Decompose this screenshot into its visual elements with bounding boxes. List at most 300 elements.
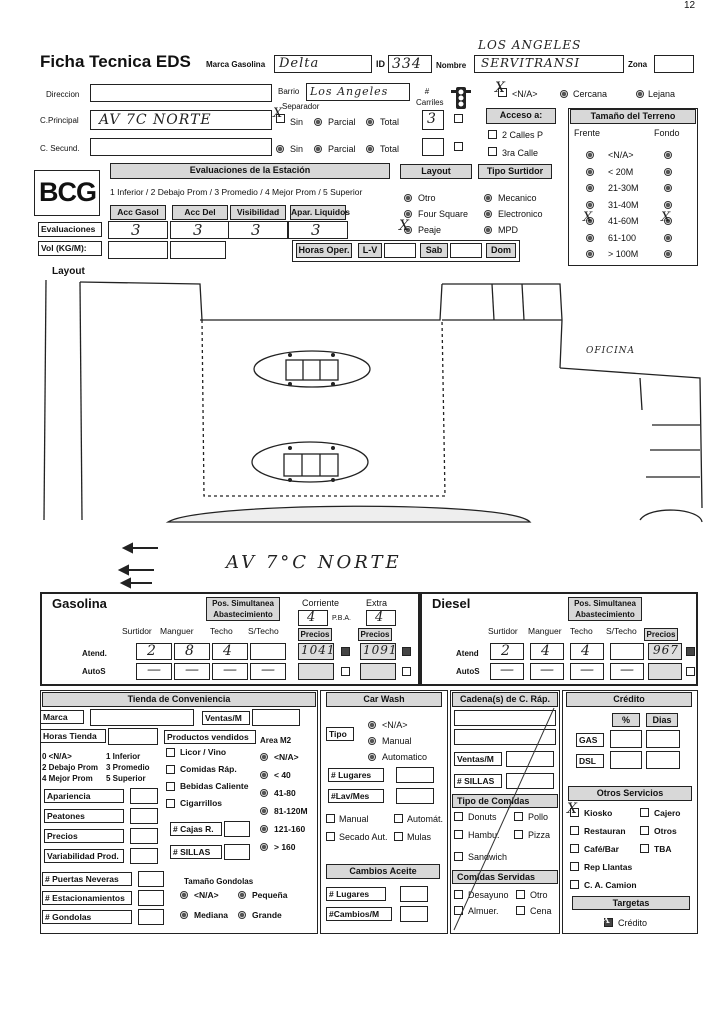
carwash-header: Car Wash xyxy=(326,692,442,707)
gas-col-0: Surtidor xyxy=(122,626,152,636)
nombre-label: Nombre xyxy=(436,61,467,70)
dsl-autos-field-3[interactable] xyxy=(610,663,644,680)
horas-dom: Dom xyxy=(486,243,516,258)
frente-radio-1[interactable] xyxy=(586,168,594,176)
gas-atend-value-1: 8 xyxy=(185,643,195,659)
eval-value-1: 3 xyxy=(193,221,204,239)
surtidor-type-1: Electronico xyxy=(498,209,543,219)
cadena-ventas-label: Ventas/M xyxy=(454,752,502,766)
cprincipal-field[interactable] xyxy=(90,110,272,130)
terreno-option-2: 21-30M xyxy=(608,183,639,193)
terreno-option-4: 41-60M xyxy=(608,216,639,226)
rating-label-0: Apariencia xyxy=(44,789,124,803)
gas-autos-check-2[interactable] xyxy=(402,667,411,676)
fondo-radio-6[interactable] xyxy=(664,250,672,258)
eval-value-0: 3 xyxy=(131,221,142,239)
gas-autos-field-4[interactable] xyxy=(298,663,334,680)
area-radio-2[interactable] xyxy=(260,789,268,797)
producto-2: Bebidas Caliente xyxy=(180,781,249,791)
targetas-header: Targetas xyxy=(572,896,690,910)
gas-col-1: Manguer xyxy=(160,626,194,636)
area-option-4: 121-160 xyxy=(274,824,306,834)
corriente-value: 4 xyxy=(307,610,317,625)
tienda-horas-field[interactable] xyxy=(108,728,158,745)
otro-servicio-6: Rep Llantas xyxy=(584,862,633,872)
tienda-bottom-field-2[interactable] xyxy=(138,909,164,925)
scale-3b: 5 Superior xyxy=(106,774,146,783)
extra-value: 4 xyxy=(375,610,385,625)
sec-carriles-field[interactable] xyxy=(422,138,444,156)
total-label: Total xyxy=(380,117,400,127)
layout-type-0: Otro xyxy=(418,193,436,203)
gas-atend-field-0[interactable] xyxy=(136,643,172,660)
marca-field[interactable] xyxy=(274,55,372,73)
zona-field[interactable] xyxy=(654,55,694,73)
sec-sin-label: Sin xyxy=(290,144,304,154)
sin-label: Sin xyxy=(290,117,304,127)
barrio-field[interactable] xyxy=(306,83,410,101)
horas-label: Horas Oper. xyxy=(296,243,352,258)
carwash-lavmes-label: #Lav/Mes xyxy=(328,789,384,803)
eval-col-2: Visibilidad xyxy=(230,205,286,220)
credito-dsl-label: DSL xyxy=(576,754,604,768)
surtidor-type-radio-0[interactable] xyxy=(484,194,492,202)
otro-servicio-0: Kiosko xyxy=(584,808,613,818)
surtidor-type-radio-1[interactable] xyxy=(484,210,492,218)
credito-header: Crédito xyxy=(566,692,692,707)
gas-autos-dash-0: — xyxy=(147,662,162,678)
tab-tipo-surtidor[interactable]: Tipo Surtidor xyxy=(478,164,552,179)
tienda-sillas-label: # SILLAS xyxy=(170,845,222,859)
csecund-label: C. Secund. xyxy=(40,144,80,153)
vol-field-1[interactable] xyxy=(108,241,168,259)
rating-field-1[interactable] xyxy=(130,808,158,824)
sec-total-radio[interactable] xyxy=(366,145,374,153)
page-title: Ficha Tecnica EDS xyxy=(40,52,191,71)
frente-radio-6[interactable] xyxy=(586,250,594,258)
tienda-bottom-label-1: # Estacionamientos xyxy=(42,891,132,905)
dsl-atend-value-2: 4 xyxy=(581,643,591,659)
area-label: Area M2 xyxy=(260,736,292,745)
nombre-line2: SERVITRANSI xyxy=(481,56,581,70)
carwash-check-3[interactable] xyxy=(394,832,403,841)
gas-autos-field-0[interactable] xyxy=(136,663,172,680)
gas-price-check-1[interactable] xyxy=(341,647,350,656)
eval-col-0: Acc Gasol xyxy=(110,205,166,220)
cambios-lugares-field[interactable] xyxy=(400,886,428,902)
pba-label: P.B.A. xyxy=(332,615,351,622)
carwash-tipo-0: <N/A> xyxy=(382,720,408,730)
dsl-autos-dash-2: — xyxy=(580,662,595,678)
otros-servicios-header: Otros Servicios xyxy=(568,786,692,801)
cajas-field[interactable] xyxy=(224,821,250,837)
frente-label: Frente xyxy=(574,128,601,138)
cadena-sillas-label: # SILLAS xyxy=(454,774,502,788)
sec-parcial-radio[interactable] xyxy=(314,145,322,153)
vol-field-2[interactable] xyxy=(170,241,226,259)
gondola-option-1: Pequeña xyxy=(252,890,288,900)
street-label: AV 7°C NORTE xyxy=(226,552,402,573)
terreno-option-6: > 100M xyxy=(608,249,639,259)
surtidor-type-2: MPD xyxy=(498,225,518,235)
fondo-radio-5[interactable] xyxy=(664,234,672,242)
fondo-radio-0[interactable] xyxy=(664,151,672,159)
layout-type-radio-0[interactable] xyxy=(404,194,412,202)
credito-check-label: Crédito xyxy=(618,918,648,928)
gas-autos-field-3[interactable] xyxy=(250,663,286,680)
bcg-logo-text: BCG xyxy=(39,177,96,207)
cprincipal-value: AV 7C NORTE xyxy=(99,112,212,128)
gasolina-title: Gasolina xyxy=(52,596,107,611)
frente-radio-5[interactable] xyxy=(586,234,594,242)
gas-atend-field-3[interactable] xyxy=(250,643,286,660)
servida-3: Cena xyxy=(530,906,552,916)
rating-label-2: Precios xyxy=(44,829,124,843)
carwash-check-0[interactable] xyxy=(326,814,335,823)
corriente-field[interactable] xyxy=(298,610,328,626)
rating-label-3: Variabilidad Prod. xyxy=(44,849,124,863)
scale-2a: 2 Debajo Prom xyxy=(42,763,99,772)
carwash-check-2[interactable] xyxy=(326,832,335,841)
acceso-check-mark: X xyxy=(495,80,506,96)
area-option-3: 81-120M xyxy=(274,806,308,816)
acceso-header: Acceso a: xyxy=(486,108,556,124)
tienda-sillas-field[interactable] xyxy=(224,844,250,860)
dsl-autos-field-4[interactable] xyxy=(648,663,682,680)
credito-dsl-dias[interactable] xyxy=(646,751,680,769)
frente-radio-3[interactable] xyxy=(586,201,594,209)
servida-2: Almuer. xyxy=(468,906,499,916)
gondola-radio-3[interactable] xyxy=(238,911,246,919)
dsl-atend-label: Atend xyxy=(456,649,479,658)
gondola-option-0: <N/A> xyxy=(194,890,219,900)
cadena-strike xyxy=(450,690,560,934)
gas-col-5: Precios xyxy=(358,628,392,641)
dsl-col-1: Manguer xyxy=(528,626,562,636)
gas-atend-field-5[interactable] xyxy=(360,643,396,660)
gas-autos-dash-2: — xyxy=(223,662,238,678)
rating-field-3[interactable] xyxy=(130,848,158,864)
credito-gas-dias[interactable] xyxy=(646,730,680,748)
dsl-atend-value-4: 967 xyxy=(653,643,679,657)
carwash-tipo-2: Automatico xyxy=(382,752,428,762)
gondolas-title: Tamaño Gondolas xyxy=(184,877,254,886)
carwash-check-label-1: Automát. xyxy=(407,814,444,824)
terreno-option-3: 31-40M xyxy=(608,199,639,210)
gas-col-2: Techo xyxy=(210,626,233,636)
otro-servicio-check-3[interactable] xyxy=(640,826,649,835)
gas-autos-label: AutoS xyxy=(82,667,106,676)
dsl-col-4: Precios xyxy=(644,628,678,641)
lejana-radio[interactable] xyxy=(636,90,644,98)
eval-field-0[interactable] xyxy=(108,221,168,239)
rating-label-1: Peatones xyxy=(44,809,124,823)
carwash-tipo-radio-1[interactable] xyxy=(368,737,376,745)
id-value: 334 xyxy=(392,56,422,72)
producto-0: Licor / Vino xyxy=(180,747,227,757)
area-option-0: <N/A> xyxy=(274,752,299,762)
terreno-option-1: < 20M xyxy=(608,166,634,177)
eval-col-3: Apar. Liquidos xyxy=(290,205,346,220)
productos-label: Productos vendidos xyxy=(164,730,256,744)
dsl-atend-field-1[interactable] xyxy=(530,643,564,660)
fondo-label: Fondo xyxy=(654,128,680,138)
layout-type-1: Four Square xyxy=(418,209,469,219)
cambios-lugares-label: # Lugares xyxy=(326,887,386,901)
otro-servicio-check-7[interactable] xyxy=(570,880,579,889)
area-radio-1[interactable] xyxy=(260,771,268,779)
gondola-radio-1[interactable] xyxy=(238,891,246,899)
surtidor-type-radio-2[interactable] xyxy=(484,226,492,234)
producto-3: Cigarrillos xyxy=(180,798,223,808)
dsl-atend-field-4[interactable] xyxy=(648,643,682,660)
tienda-marca-label: Marca xyxy=(40,710,84,724)
frente-radio-2[interactable] xyxy=(586,184,594,192)
otro-servicio-7: C. A. Camion xyxy=(584,880,637,890)
dsl-autos-dash-1: — xyxy=(540,662,555,678)
horas-sab-field[interactable] xyxy=(450,243,482,258)
dsl-autos-field-2[interactable] xyxy=(570,663,604,680)
terreno-option-0: <N/A> xyxy=(608,150,634,160)
horas-sab: Sab xyxy=(420,243,448,258)
carriles-label: # Carriles xyxy=(416,87,444,107)
dsl-pos-sim: Pos. Simultanea Abastecimiento xyxy=(568,597,642,621)
scale-3a: 4 Mejor Prom xyxy=(42,774,93,783)
gondola-option-3: Grande xyxy=(252,910,282,920)
otro-servicio-check-6[interactable] xyxy=(570,862,579,871)
fondo-radio-3[interactable] xyxy=(664,201,672,209)
credito-gas-label: GAS xyxy=(576,733,604,747)
id-label: ID xyxy=(376,59,385,69)
tipo-comidas-header: Tipo de Comidas xyxy=(452,794,558,808)
total-radio[interactable] xyxy=(366,118,374,126)
page-number: 12 xyxy=(684,0,696,11)
area-radio-0[interactable] xyxy=(260,753,268,761)
separador-check-mark: X xyxy=(273,106,284,121)
layout-type-2: Peaje xyxy=(418,225,442,235)
dsl-atend-value-1: 4 xyxy=(541,643,551,659)
dsl-autos-label: AutoS xyxy=(456,667,480,676)
dsl-autos-field-1[interactable] xyxy=(530,663,564,680)
gas-autos-field-2[interactable] xyxy=(212,663,248,680)
carriles-value: 3 xyxy=(427,111,437,127)
tipo-comida-4: Sandwich xyxy=(468,852,508,862)
scale-1a: 0 <N/A> xyxy=(42,752,72,761)
tercera-calle-check[interactable] xyxy=(488,147,497,156)
nombre-field[interactable] xyxy=(474,55,624,73)
bcg-logo xyxy=(34,170,100,216)
sec-carriles-check[interactable] xyxy=(454,142,463,151)
gas-atend-value-5: 1091 xyxy=(363,643,398,657)
frente-check-mark: X xyxy=(583,210,594,225)
traffic-light-icon xyxy=(450,86,472,110)
cadena-header: Cadena(s) de C. Ráp. xyxy=(452,692,558,707)
cambios-mes-label: #Cambios/M xyxy=(326,907,392,921)
gas-atend-field-4[interactable] xyxy=(298,643,334,660)
tienda-marca-field[interactable] xyxy=(90,709,194,726)
gas-atend-field-2[interactable] xyxy=(212,643,248,660)
tipo-comida-3: Pizza xyxy=(528,830,551,840)
eval-scale: 1 Inferior / 2 Debajo Prom / 3 Promedio / 4 Mejor Prom / 5 Superior xyxy=(110,187,363,197)
sec-parcial-label: Parcial xyxy=(328,144,356,154)
eval-col-1: Acc Del xyxy=(172,205,228,220)
tienda-ventas-field[interactable] xyxy=(252,709,300,726)
otro-servicio-check-1[interactable] xyxy=(640,808,649,817)
dos-calles-label: 2 Calles P xyxy=(502,130,544,140)
producto-check-2[interactable] xyxy=(166,782,175,791)
gas-price-check-2[interactable] xyxy=(402,647,411,656)
credito-pct: % xyxy=(612,713,640,727)
dsl-autos-check[interactable] xyxy=(686,667,695,676)
cambios-header: Cambios Aceite xyxy=(326,864,440,879)
horas-lv-field[interactable] xyxy=(384,243,416,258)
credito-gas-pct[interactable] xyxy=(610,730,642,748)
credito-dias: Dias xyxy=(646,713,678,727)
dsl-atend-field-0[interactable] xyxy=(490,643,524,660)
eval-field-2[interactable] xyxy=(228,221,288,239)
area-radio-5[interactable] xyxy=(260,843,268,851)
dsl-atend-field-2[interactable] xyxy=(570,643,604,660)
dsl-autos-field-0[interactable] xyxy=(490,663,524,680)
eval-value-3: 3 xyxy=(311,221,322,239)
barrio-label: Barrio xyxy=(278,87,300,96)
scale-2b: 3 Promedio xyxy=(106,763,150,772)
oficina-label: OFICINA xyxy=(586,346,635,356)
id-field[interactable] xyxy=(388,55,432,73)
area-radio-3[interactable] xyxy=(260,807,268,815)
vol-label: Vol (KG/M): xyxy=(38,241,102,256)
tienda-ventas-label: Ventas/M xyxy=(202,711,250,725)
dsl-price-check[interactable] xyxy=(686,647,695,656)
gas-autos-dash-1: — xyxy=(185,662,200,678)
marca-label: Marca Gasolina xyxy=(206,60,266,69)
eval-field-3[interactable] xyxy=(288,221,348,239)
frente-radio-0[interactable] xyxy=(586,151,594,159)
rating-field-2[interactable] xyxy=(130,828,158,844)
tienda-bottom-field-1[interactable] xyxy=(138,890,164,906)
carwash-lugares-label: # Lugares xyxy=(328,768,384,782)
carriles-field[interactable] xyxy=(422,110,444,130)
otro-servicio-check-2[interactable] xyxy=(570,826,579,835)
gas-atend-value-4: 1041 xyxy=(301,643,336,657)
gondola-option-2: Mediana xyxy=(194,910,229,920)
cambios-mes-field[interactable] xyxy=(400,906,428,922)
gas-autos-field-5[interactable] xyxy=(360,663,396,680)
scale-1b: 1 Inferior xyxy=(106,752,141,761)
marca-value: Delta xyxy=(279,56,320,71)
direccion-label: Direccion xyxy=(46,90,80,99)
gas-autos-field-1[interactable] xyxy=(174,663,210,680)
tab-layout[interactable]: Layout xyxy=(400,164,472,179)
carriles-check[interactable] xyxy=(454,114,463,123)
gas-atend-field-1[interactable] xyxy=(174,643,210,660)
dsl-col-0: Surtidor xyxy=(488,626,518,636)
rating-field-0[interactable] xyxy=(130,788,158,804)
acceso-na: <N/A> xyxy=(512,89,538,99)
acceso-lejana: Lejana xyxy=(648,89,676,99)
gas-autos-check-1[interactable] xyxy=(341,667,350,676)
cajas-label: # Cajas R. xyxy=(170,822,222,836)
cprincipal-label: C.Principal xyxy=(40,116,79,125)
csecund-field[interactable] xyxy=(90,138,272,156)
credito-check-mark: X xyxy=(602,912,612,926)
carwash-tipo-1: Manual xyxy=(382,736,412,746)
parcial-radio[interactable] xyxy=(314,118,322,126)
kiosko-check-mark: X xyxy=(567,801,578,817)
direccion-field[interactable] xyxy=(90,84,272,102)
dsl-autos-dash-0: — xyxy=(500,662,515,678)
tienda-bottom-label-2: # Gondolas xyxy=(42,910,132,924)
dsl-col-2: Techo xyxy=(570,626,593,636)
carwash-tipo-radio-0[interactable] xyxy=(368,721,376,729)
fondo-radio-2[interactable] xyxy=(664,184,672,192)
producto-check-1[interactable] xyxy=(166,765,175,774)
peaje-check-mark: X xyxy=(399,218,410,234)
carwash-check-label-3: Mulas xyxy=(407,832,432,842)
tienda-bottom-field-0[interactable] xyxy=(138,871,164,887)
tipo-comida-2: Hambu. xyxy=(468,830,500,840)
servida-1: Otro xyxy=(530,890,548,900)
gas-pos-sim: Pos. Simultanea Abastecimiento xyxy=(206,597,280,621)
eval-field-1[interactable] xyxy=(170,221,230,239)
carwash-check-1[interactable] xyxy=(394,814,403,823)
layout-type-radio-1[interactable] xyxy=(404,210,412,218)
tienda-header: Tienda de Conveniencia xyxy=(42,692,316,707)
carwash-lavmes-field[interactable] xyxy=(396,788,434,804)
extra-field[interactable] xyxy=(366,610,396,626)
credito-dsl-pct[interactable] xyxy=(610,751,642,769)
area-option-2: 41-80 xyxy=(274,788,296,798)
area-option-5: > 160 xyxy=(274,842,296,852)
zona-label: Zona xyxy=(628,60,648,69)
carwash-lugares-field[interactable] xyxy=(396,767,434,783)
otro-servicio-4: Café/Bar xyxy=(584,844,619,854)
surtidor-type-0: Mecanico xyxy=(498,193,537,203)
gas-atend-value-2: 4 xyxy=(223,643,233,659)
servidas-header: Comidas Servidas xyxy=(452,870,558,884)
cercana-radio[interactable] xyxy=(560,90,568,98)
otro-servicio-check-5[interactable] xyxy=(640,844,649,853)
evaluaciones-row-label: Evaluaciones xyxy=(38,222,102,237)
acceso-cercana: Cercana xyxy=(573,89,608,99)
extra-label: Extra xyxy=(366,598,388,608)
dsl-atend-field-3[interactable] xyxy=(610,643,644,660)
carwash-tipo-radio-2[interactable] xyxy=(368,753,376,761)
dsl-atend-value-0: 2 xyxy=(501,643,511,659)
fondo-radio-1[interactable] xyxy=(664,168,672,176)
carwash-check-label-0: Manual xyxy=(339,814,369,824)
servida-0: Desayuno xyxy=(468,890,509,900)
nombre-line1: LOS ANGELES xyxy=(478,38,582,52)
tienda-horas-label: Horas Tienda xyxy=(40,729,106,743)
carwash-check-label-2: Secado Aut. xyxy=(339,832,388,842)
otro-servicio-check-4[interactable] xyxy=(570,844,579,853)
producto-check-3[interactable] xyxy=(166,799,175,808)
tienda-bottom-label-0: # Puertas Neveras xyxy=(42,872,132,886)
evaluaciones-header: Evaluaciones de la Estación xyxy=(110,163,390,179)
area-radio-4[interactable] xyxy=(260,825,268,833)
terreno-option-5: 61-100 xyxy=(608,232,637,243)
sec-sin-radio[interactable] xyxy=(276,145,284,153)
producto-check-0[interactable] xyxy=(166,748,175,757)
horas-lv: L-V xyxy=(358,243,382,258)
gondola-radio-0[interactable] xyxy=(180,891,188,899)
otro-servicio-1: Cajero xyxy=(654,808,681,818)
gondola-radio-2[interactable] xyxy=(180,911,188,919)
gas-atend-value-0: 2 xyxy=(147,643,157,659)
dos-calles-check[interactable] xyxy=(488,130,497,139)
barrio-value: Los Angeles xyxy=(310,85,389,98)
